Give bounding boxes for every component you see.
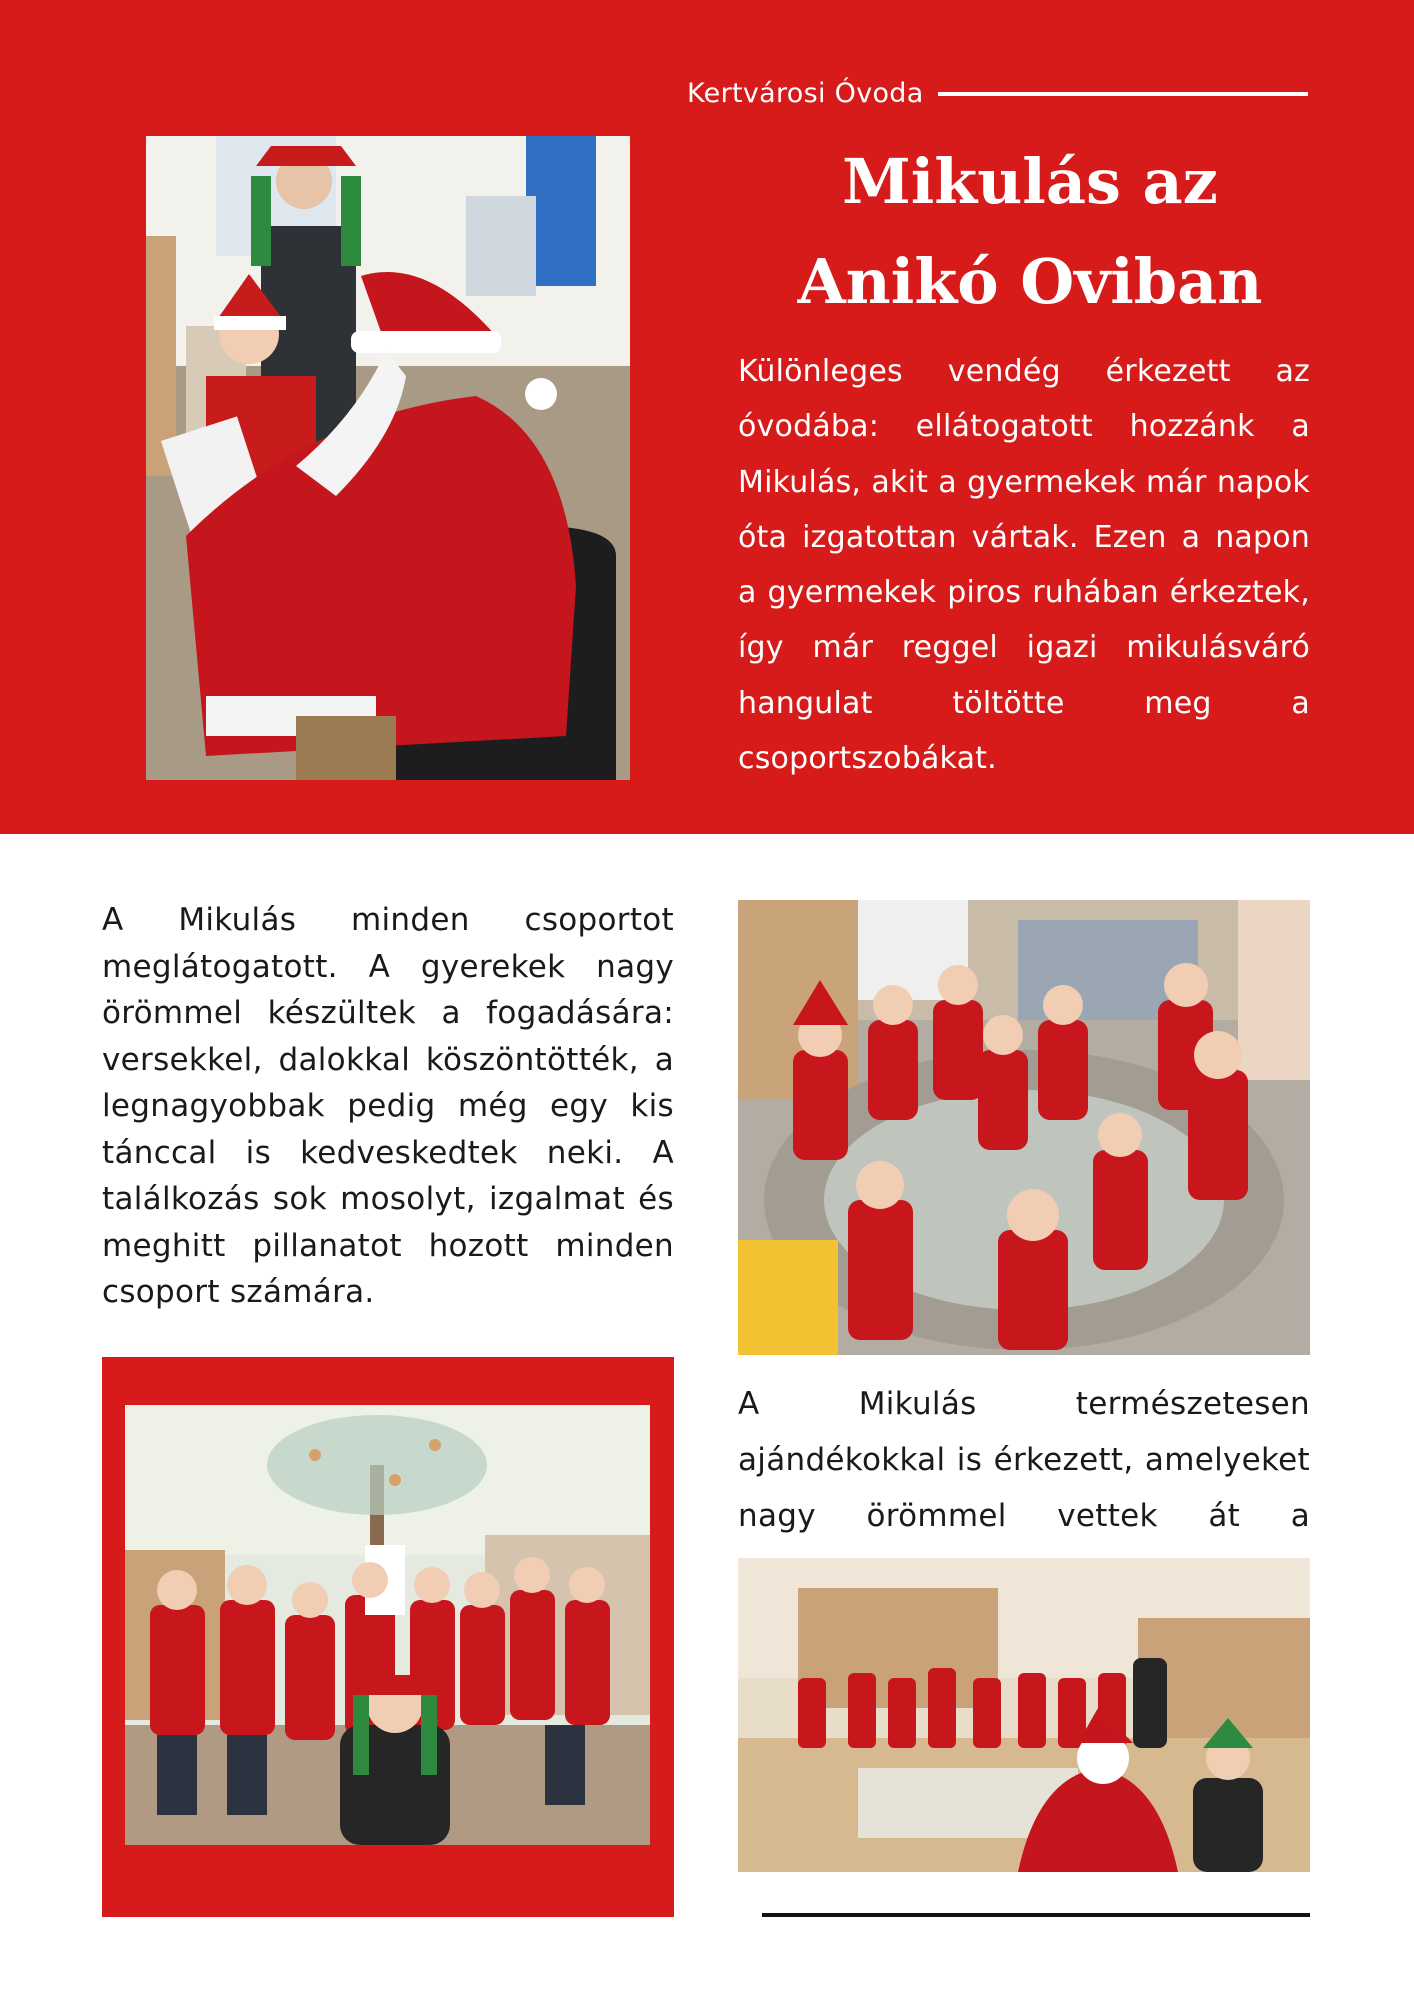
title-line-1: Mikulás az xyxy=(842,145,1218,218)
santa-armchair-photo xyxy=(146,136,630,780)
gifts-photo xyxy=(738,1558,1310,1872)
school-name: Kertvárosi Óvoda xyxy=(687,78,924,109)
group-photo xyxy=(125,1405,650,1845)
children-circle-photo xyxy=(738,900,1310,1355)
visit-paragraph: A Mikulás minden csoportot meglátogatott. A gyerekek nagy örömmel készültek a fogadására: versekkel, dalokkal köszöntötték, a legnagyobbak pedig még egy kis tánccal is kedveskedtek neki. A találkozás sok mosolyt, izgalmat és meghitt pillanatot hozott minden csoport számára. xyxy=(102,902,674,1310)
footer-divider xyxy=(762,1913,1310,1917)
title-line-2: Anikó Oviban xyxy=(797,245,1263,318)
gifts-paragraph: A Mikulás természetesen ajándékokkal is érkezett, amelyeket nagy örömmel vettek át a xyxy=(738,1386,1310,1534)
page-title xyxy=(780,132,1280,332)
header-divider xyxy=(938,92,1308,96)
intro-paragraph: Különleges vendég érkezett az óvodába: ellátogatott hozzánk a Mikulás, akit a gyermekek már napok óta izgatottan vártak. Ezen a napon a gyermekek piros ruhában érkeztek, így már reggel igazi mikulásváró hangulat töltötte meg a csoportszobákat. xyxy=(738,354,1310,777)
